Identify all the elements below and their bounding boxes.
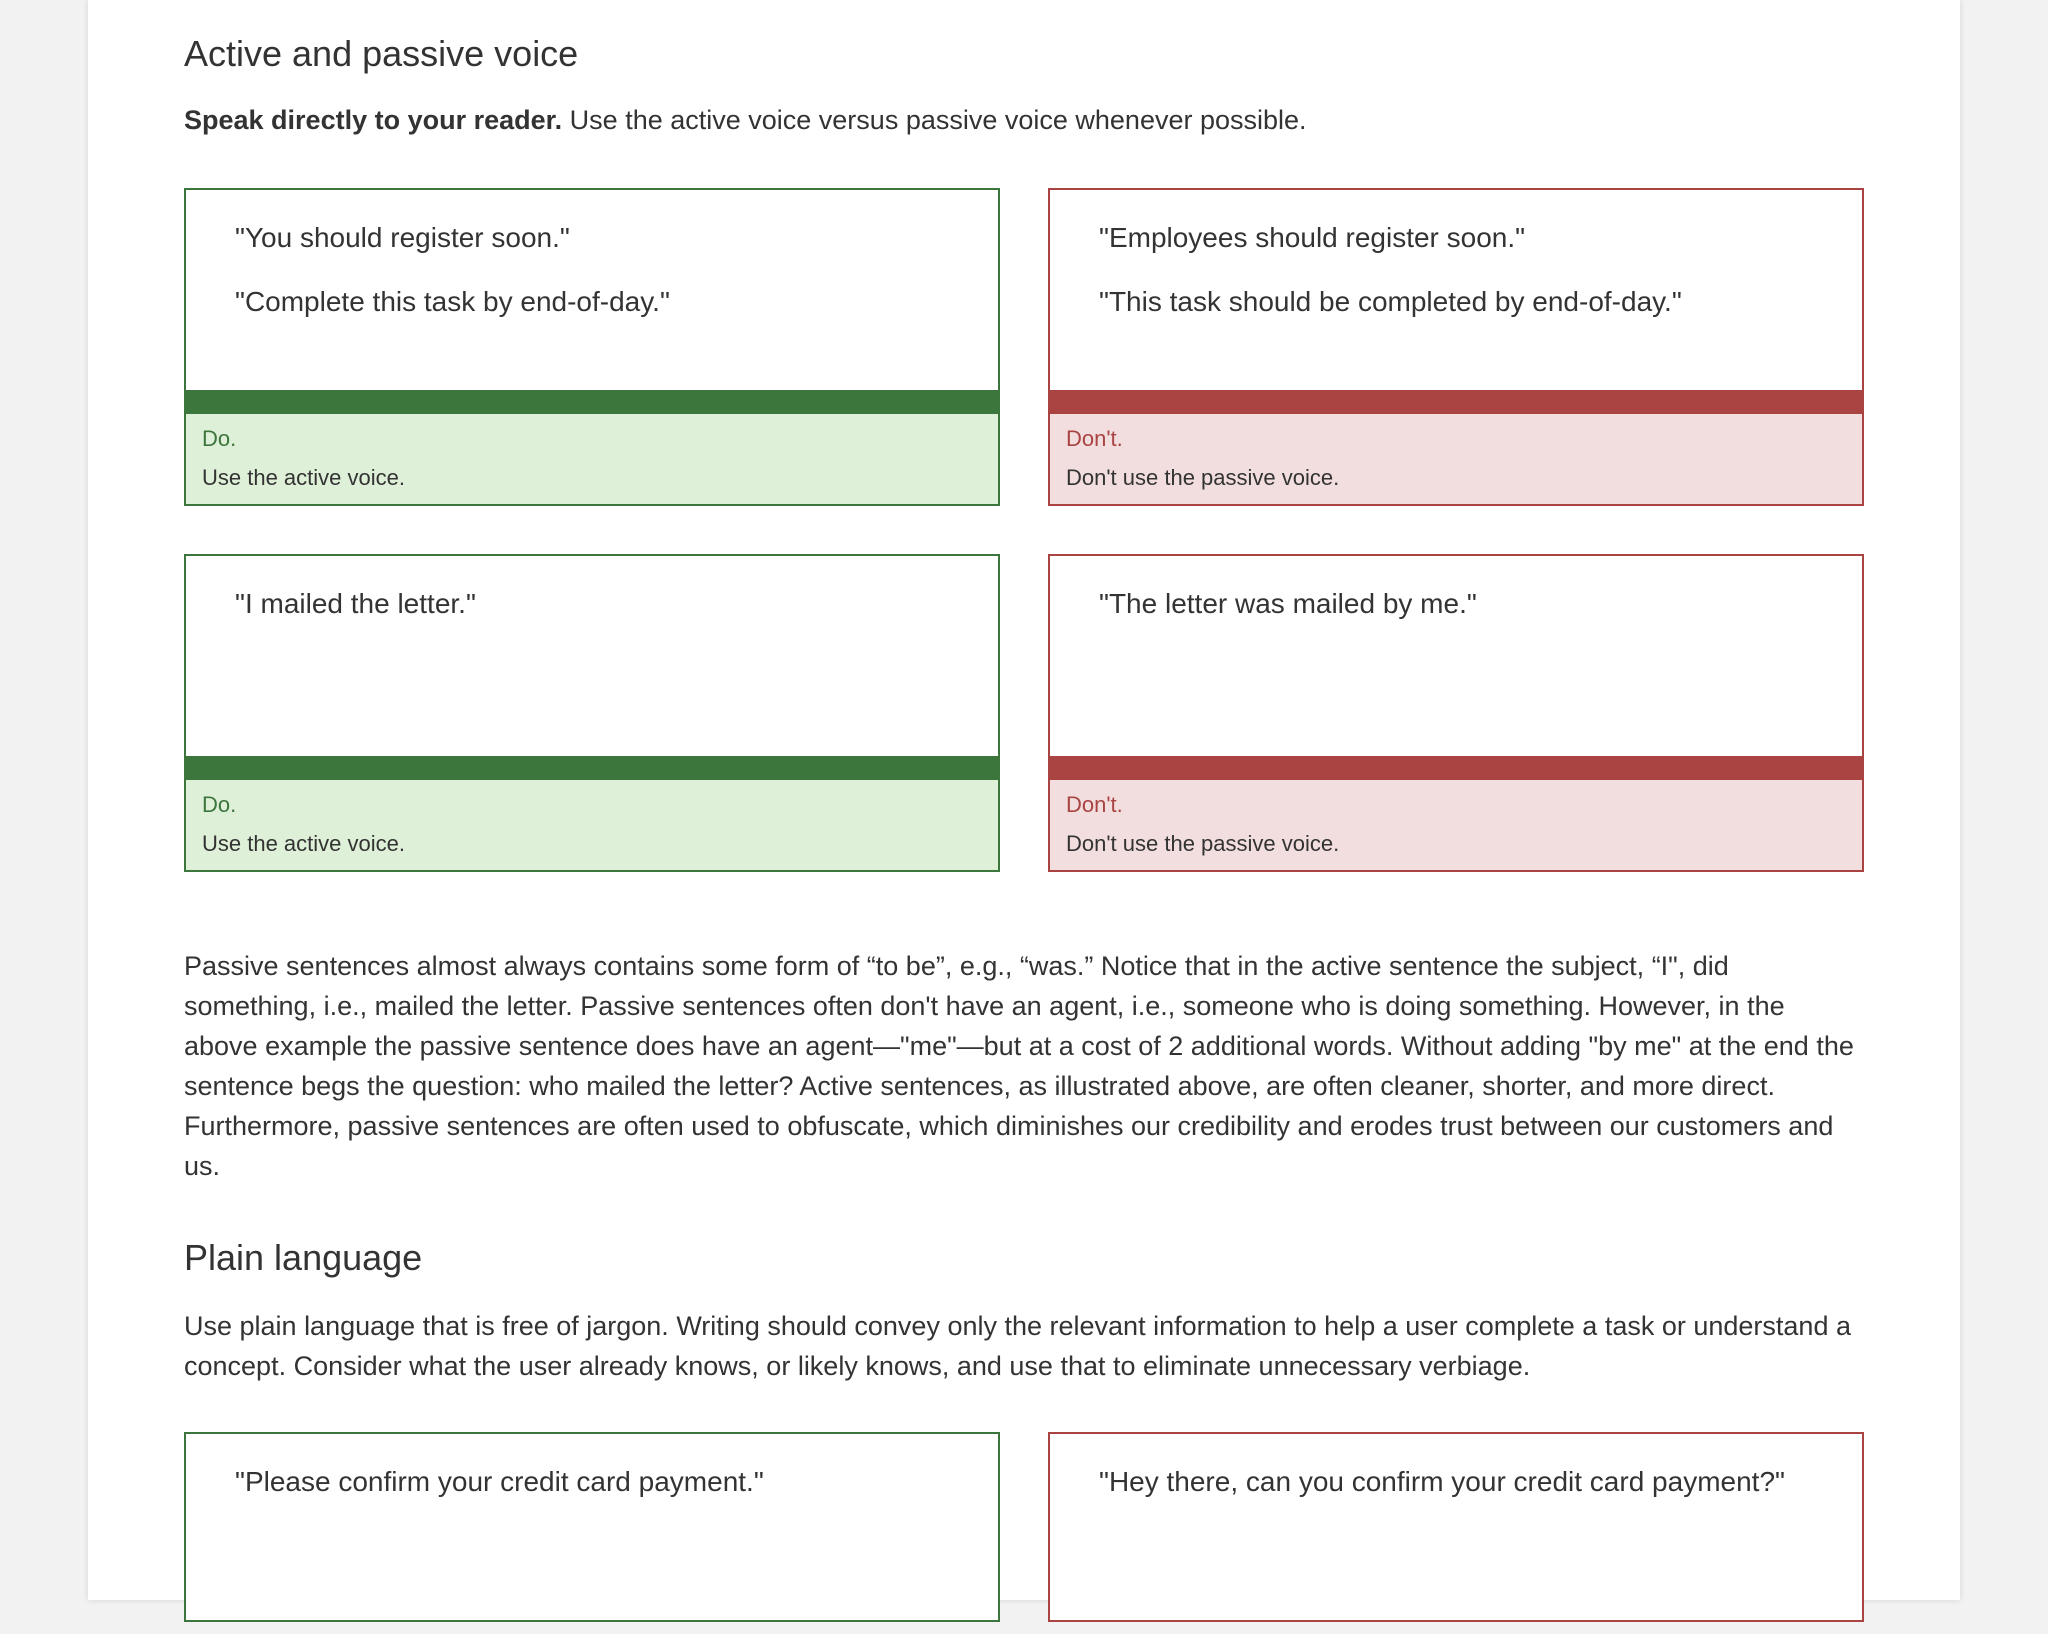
dont-color-bar: [1050, 756, 1862, 780]
do-label: Do.: [202, 426, 237, 451]
card-caption: [186, 780, 998, 870]
dont-label: Don't.: [1066, 426, 1123, 451]
plain-language-paragraph: Use plain language that is free of jargon. Writing should convey only the relevant information to help a user complete a task or understand a concept. Consider what the user already knows, or likely knows, and use that to eliminate unnecessary verbiage.: [184, 1311, 1851, 1381]
guideline-note: Use the active voice.: [202, 831, 405, 856]
do-color-bar: [186, 756, 998, 780]
do-card: [184, 188, 1000, 506]
example-text: "Employees should register soon.": [1099, 222, 1526, 253]
guideline-note: Don't use the passive voice.: [1066, 831, 1340, 856]
guideline-note: Don't use the passive voice.: [1066, 465, 1340, 490]
do-card: [184, 1432, 1000, 1622]
example-text: "This task should be completed by end-of-day.": [1099, 286, 1682, 317]
example-text: "I mailed the letter.": [235, 588, 476, 619]
card-caption: [1050, 414, 1862, 504]
card-examples: [186, 1434, 998, 1634]
do-color-bar: [186, 390, 998, 414]
card-examples: [1050, 1434, 1862, 1634]
dont-card: [1048, 1432, 1864, 1622]
guideline-note: Use the active voice.: [202, 465, 405, 490]
section-lead: [184, 100, 1307, 140]
lead-text: Use the active voice versus passive voice whenever possible.: [562, 105, 1307, 135]
explanation-paragraph: Passive sentences almost always contains some form of “to be”, e.g., “was.” Notice that in the active sentence the subject, “I", did something, i.e., mailed the letter. Passive sentences often don't have an agent, i.e., someone who is doing something. However, in the above example the passive sentence does have an agent—"me"—but at a cost of 2 additional words. Without adding "by me" at the end the sentence begs the question: who mailed the letter? Active sentences, as illustrated above, are often cleaner, shorter, and more direct. Furthermore, passive sentences are often used to obfuscate, which diminishes our credibility and erodes trust between our customers and us.: [184, 951, 1854, 1181]
card-examples: [1050, 556, 1862, 756]
card-caption: [186, 414, 998, 504]
section-heading-active-passive: Active and passive voice: [184, 33, 579, 74]
card-examples: [186, 556, 998, 756]
example-text: "Please confirm your credit card payment.": [235, 1466, 764, 1497]
example-text: "Complete this task by end-of-day.": [235, 286, 670, 317]
example-text: "Hey there, can you confirm your credit card payment?": [1099, 1466, 1785, 1497]
card-examples: [186, 190, 998, 390]
dont-color-bar: [1050, 390, 1862, 414]
section-heading-plain-language: Plain language: [184, 1237, 423, 1278]
lead-bold: Speak directly to your reader.: [184, 105, 563, 135]
do-label: Do.: [202, 792, 237, 817]
card-caption: [1050, 780, 1862, 870]
example-text: "The letter was mailed by me.": [1099, 588, 1477, 619]
example-text: "You should register soon.": [235, 222, 570, 253]
dont-card: [1048, 188, 1864, 506]
card-examples: [1050, 190, 1862, 390]
dont-card: [1048, 554, 1864, 872]
do-card: [184, 554, 1000, 872]
dont-label: Don't.: [1066, 792, 1123, 817]
content-page: [88, 0, 1960, 1600]
